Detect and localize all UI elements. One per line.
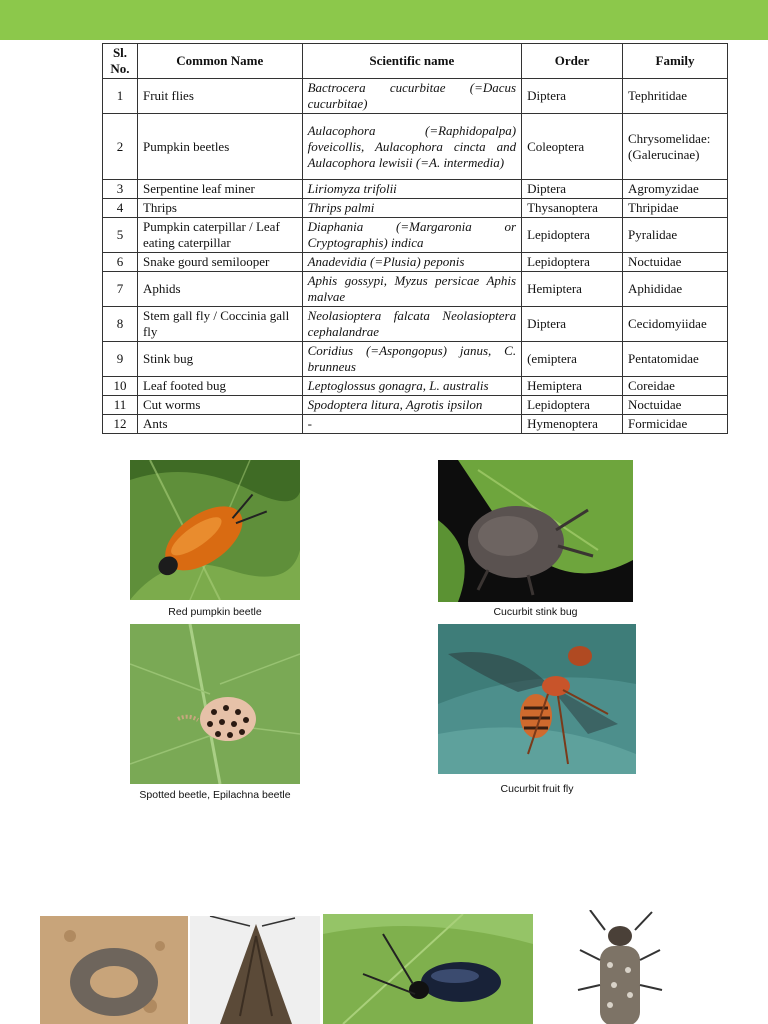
table-row [103,199,728,218]
cell-sl-no: 1 [103,79,138,114]
table-row [103,415,728,434]
cell-common-name: Cut worms [137,396,302,415]
cell-scientific-name: Thrips palmi [302,199,522,218]
cell-scientific-name: Aphis gossypi, Myzus persicae Aphis malvae [302,272,522,307]
table-row [103,218,728,253]
table-row [103,307,728,342]
cell-scientific-name: Bactrocera cucurbitae (=Dacus cucurbitae) [302,79,522,114]
cell-family: Pyralidae [623,218,728,253]
cell-scientific-name: - [302,415,522,434]
cell-sl-no: 4 [103,199,138,218]
cell-order: Diptera [522,79,623,114]
caption-red-pumpkin-beetle: Red pumpkin beetle [168,606,262,618]
header-order: Order [522,44,623,79]
spotted-beetle-photo [130,624,300,784]
cell-order: (emiptera [522,342,623,377]
header-common-name: Common Name [137,44,302,79]
table-header-row [103,44,728,79]
cell-order: Lepidoptera [522,253,623,272]
cell-sl-no: 3 [103,180,138,199]
cell-common-name: Leaf footed bug [137,377,302,396]
cell-scientific-name: Neolasioptera falcata Neolasioptera cephalandrae [302,307,522,342]
cell-scientific-name: Spodoptera litura, Agrotis ipsilon [302,396,522,415]
header-scientific-name: Scientific name [302,44,522,79]
table-row [103,342,728,377]
cell-sl-no: 11 [103,396,138,415]
table-row [103,79,728,114]
cell-common-name: Fruit flies [137,79,302,114]
cell-sl-no: 6 [103,253,138,272]
pest-table [102,43,728,434]
cell-family: Formicidae [623,415,728,434]
cell-family: Noctuidae [623,396,728,415]
cell-scientific-name: Leptoglossus gonagra, L. australis [302,377,522,396]
cell-family: Noctuidae [623,253,728,272]
cell-family: Chrysomelidae: (Galerucinae) [623,114,728,180]
cell-family: Coreidae [623,377,728,396]
cell-sl-no: 7 [103,272,138,307]
cell-sl-no: 9 [103,342,138,377]
cell-common-name: Stink bug [137,342,302,377]
cell-order: Hemiptera [522,377,623,396]
cucurbit-stink-bug-photo [438,460,633,602]
cell-common-name: Thrips [137,199,302,218]
flea-beetle-photo [323,914,533,1024]
cell-common-name: Snake gourd semilooper [137,253,302,272]
cell-sl-no: 10 [103,377,138,396]
header-sl-no: Sl. No. [103,44,138,79]
cell-order: Hymenoptera [522,415,623,434]
cell-common-name: Ants [137,415,302,434]
cell-family: Thripidae [623,199,728,218]
cell-family: Agromyzidae [623,180,728,199]
cell-sl-no: 5 [103,218,138,253]
cell-scientific-name: Liriomyza trifolii [302,180,522,199]
cell-common-name: Stem gall fly / Coccinia gall fly [137,307,302,342]
cell-family: Cecidomyiidae [623,307,728,342]
cell-scientific-name: Anadevidia (=Plusia) peponis [302,253,522,272]
header-bar [0,0,768,40]
header-family: Family [623,44,728,79]
cell-common-name: Aphids [137,272,302,307]
cell-common-name: Pumpkin beetles [137,114,302,180]
table-body [103,79,728,434]
caption-cucurbit-fruit-fly: Cucurbit fruit fly [500,783,574,795]
cell-scientific-name: Diaphania (=Margaronia or Cryptographis) indica [302,218,522,253]
table-row [103,272,728,307]
cell-order: Lepidoptera [522,218,623,253]
cell-sl-no: 12 [103,415,138,434]
cut-worm-photo [40,916,188,1024]
cell-scientific-name: Coridius (=Aspongopus) janus, C. brunneus [302,342,522,377]
moth-photo [190,916,320,1024]
table-row [103,180,728,199]
cell-scientific-name: Aulacophora (=Raphidopalpa) foveicollis, Aulacophora cincta and Aulacophora lewisii (=A. intermedia) [302,114,522,180]
cell-family: Pentatomidae [623,342,728,377]
cell-common-name: Pumpkin caterpillar / Leaf eating caterpillar [137,218,302,253]
cell-order: Coleoptera [522,114,623,180]
table-row [103,114,728,180]
cell-order: Hemiptera [522,272,623,307]
table-row [103,396,728,415]
cell-order: Diptera [522,180,623,199]
longhorn-beetle-photo [560,910,680,1024]
cucurbit-fruit-fly-photo [438,624,636,774]
cell-order: Diptera [522,307,623,342]
caption-spotted-beetle: Spotted beetle, Epilachna beetle [139,789,291,801]
cell-family: Tephritidae [623,79,728,114]
cell-common-name: Serpentine leaf miner [137,180,302,199]
cell-sl-no: 8 [103,307,138,342]
caption-cucurbit-stink-bug: Cucurbit stink bug [493,606,578,618]
cell-order: Lepidoptera [522,396,623,415]
table-row [103,377,728,396]
red-pumpkin-beetle-photo [130,460,300,600]
cell-family: Aphididae [623,272,728,307]
table-row [103,253,728,272]
cell-sl-no: 2 [103,114,138,180]
cell-order: Thysanoptera [522,199,623,218]
